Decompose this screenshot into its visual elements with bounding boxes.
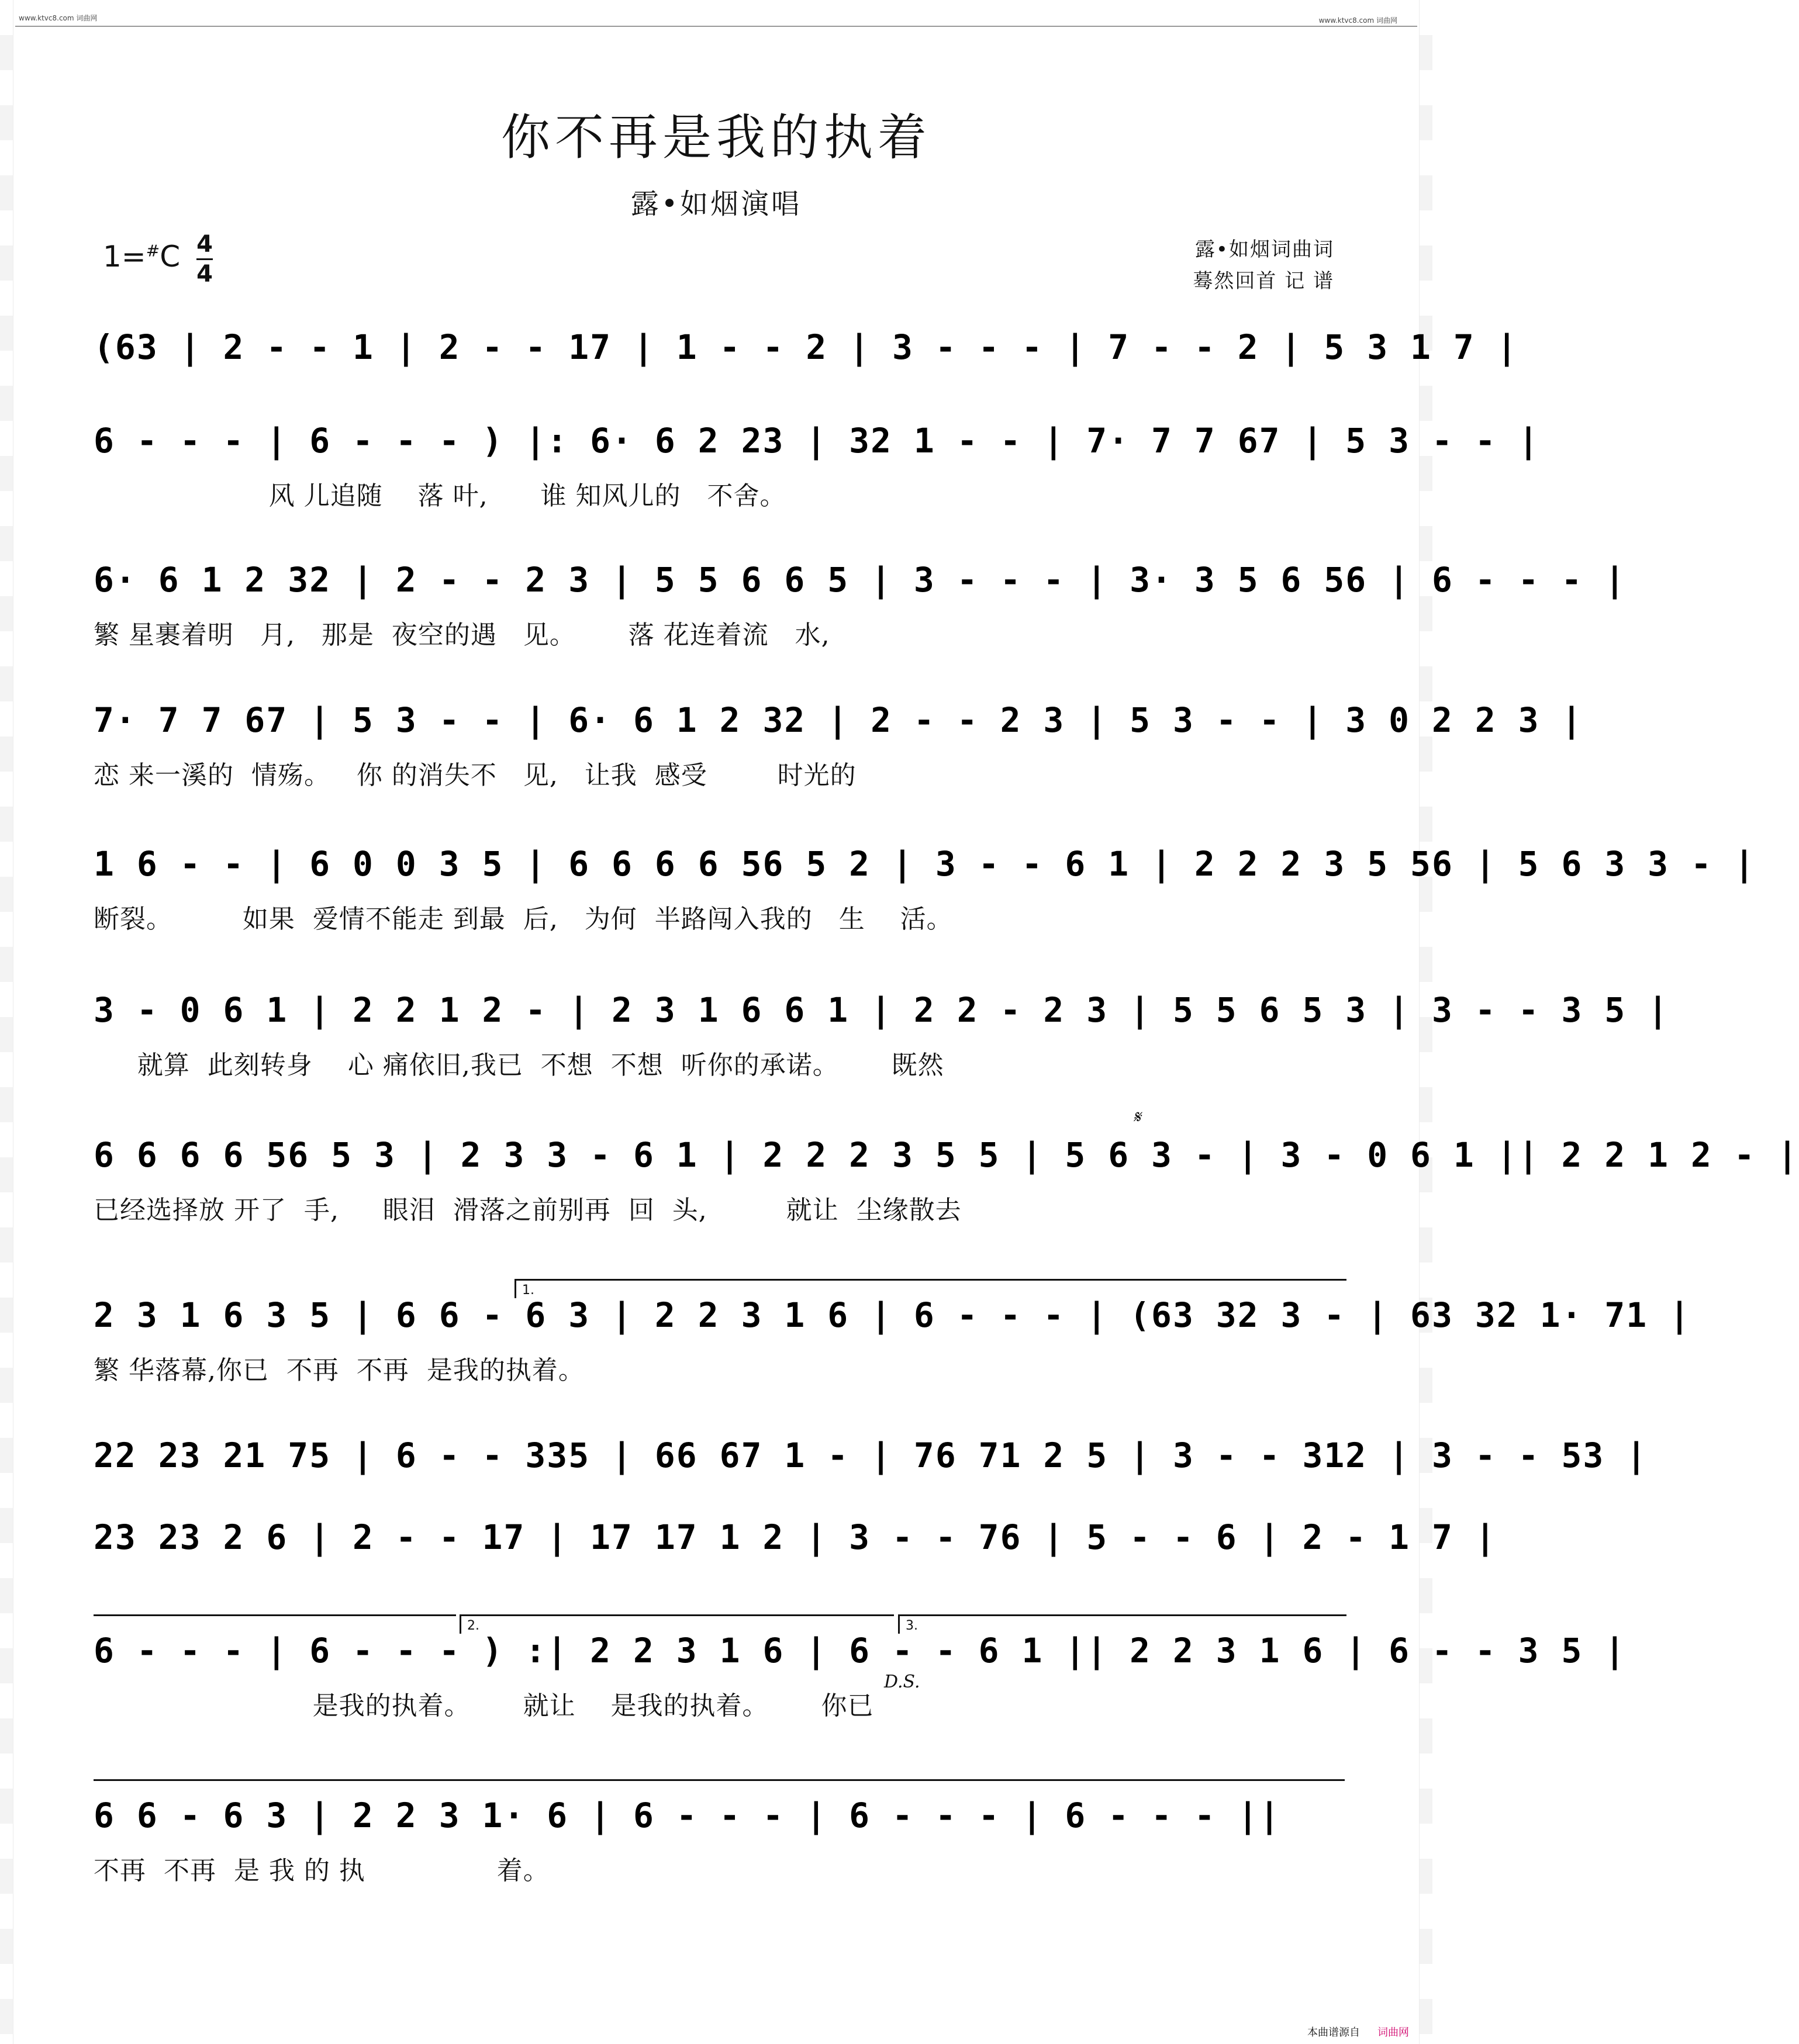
lyric-line: 恋 来一溪的 情殇。 你 的消失不 见, 让我 感受 时光的	[94, 760, 857, 790]
top-rule	[15, 26, 1417, 27]
footer-brand[interactable]: 词曲网	[1377, 2026, 1409, 2039]
ds-marking: D.S.	[884, 1672, 920, 1692]
notation-line: (63 | 2 - - 1 | 2 - - 17 | 1 - - 2 | 3 - - - | 7 - - 2 | 5 3 1 7 |	[94, 327, 1518, 367]
site-label-right: www.ktvc8.com 词曲网	[1318, 16, 1397, 25]
footer-note: 本曲谱源自	[1307, 2026, 1360, 2039]
notation-line: 1 6 - - | 6 0 0 3 5 | 6 6 6 6 56 5 2 | 3 - - 6 1 | 2 2 2 3 5 56 | 5 6 3 3 - |	[94, 844, 1756, 884]
notation-line: 7· 7 7 67 | 5 3 - - | 6· 6 1 2 32 | 2 - - 2 3 | 5 3 - - | 3 0 2 2 3 |	[94, 700, 1583, 740]
left-page-edge	[0, 0, 13, 2044]
volta-label: 1.	[522, 1283, 534, 1298]
performer: 露•如烟演唱	[630, 188, 802, 220]
lyric-line: 不再 不再 是 我 的 执 着。	[94, 1856, 550, 1886]
lyric-line: 繁 星裹着明 月, 那是 夜空的遇 见。 落 花连着流 水,	[94, 620, 830, 650]
transcriber-credit: 蓦然回首 记 谱	[1193, 269, 1334, 293]
meter-top: 4	[196, 231, 213, 258]
volta-label: 3.	[906, 1618, 918, 1633]
credits	[1193, 234, 1334, 297]
notation-line: 2 3 1 6 3 5 | 6 6 - 6 3 | 2 2 3 1 6 | 6 - - - | (63 32 3 - | 63 32 1· 71 |	[94, 1295, 1691, 1335]
notation-line: 6 - - - | 6 - - - ) :| 2 2 3 1 6 | 6 - - 6 1 || 2 2 3 1 6 | 6 - - 3 5 |	[94, 1631, 1627, 1671]
key-prefix: 1=	[103, 240, 146, 274]
notation-line: 6 6 - 6 3 | 2 2 3 1· 6 | 6 - - - | 6 - - - | 6 - - - ||	[94, 1796, 1281, 1835]
notation-line: 23 23 2 6 | 2 - - 17 | 17 17 1 2 | 3 - - 76 | 5 - - 6 | 2 - 1 7 |	[94, 1517, 1497, 1557]
notation-line: 3 - 0 6 1 | 2 2 1 2 - | 2 3 1 6 6 1 | 2 2 - 2 3 | 5 5 6 5 3 | 3 - - 3 5 |	[94, 990, 1670, 1030]
lyric-line: 断裂。 如果 爱情不能走 到最 后, 为何 半路闯入我的 生 活。	[94, 904, 953, 934]
lyric-line: 就算 此刻转身 心 痛依旧,我已 不想 不想 听你的承诺。 既然	[94, 1050, 944, 1080]
lyric-line: 风 儿追随 落 叶, 谁 知风儿的 不舍。	[94, 481, 786, 511]
notation-line: 22 23 21 75 | 6 - - 335 | 66 67 1 - | 76 71 2 5 | 3 - - 312 | 3 - - 53 |	[94, 1436, 1648, 1475]
meter-bottom: 4	[196, 261, 213, 288]
lyric-line: 繁 华落幕,你已 不再 不再 是我的执着。	[94, 1355, 585, 1385]
segno-sign: 𝄋	[1133, 1107, 1141, 1128]
key-sharp: #	[146, 241, 160, 261]
footer	[1307, 2024, 1409, 2039]
lyric-line: 已经选择放 开了 手, 眼泪 滑落之前别再 回 头, 就让 尘缘散去	[94, 1195, 962, 1225]
notation-line: 6 - - - | 6 - - - ) |: 6· 6 2 23 | 32 1 - - | 7· 7 7 67 | 5 3 - - |	[94, 421, 1540, 461]
notation-line: 6 6 6 6 56 5 3 | 2 3 3 - 6 1 | 2 2 2 3 5 5 | 5 6 3 - | 3 - 0 6 1 || 2 2 1 2 - |	[94, 1135, 1799, 1175]
key-signature	[103, 240, 180, 274]
time-signature	[193, 230, 216, 288]
song-title: 你不再是我的执着	[500, 109, 931, 166]
volta-label: 2.	[467, 1618, 479, 1633]
lyric-line: 是我的执着。 就让 是我的执着。 你已	[94, 1691, 874, 1721]
site-label-left: www.ktvc8.com 词曲网	[19, 14, 98, 22]
notation-line: 6· 6 1 2 32 | 2 - - 2 3 | 5 5 6 6 5 | 3 - - - | 3· 3 5 6 56 | 6 - - - |	[94, 560, 1627, 600]
composer-credit: 露•如烟词曲词	[1194, 238, 1334, 261]
key-note: C	[160, 240, 181, 274]
